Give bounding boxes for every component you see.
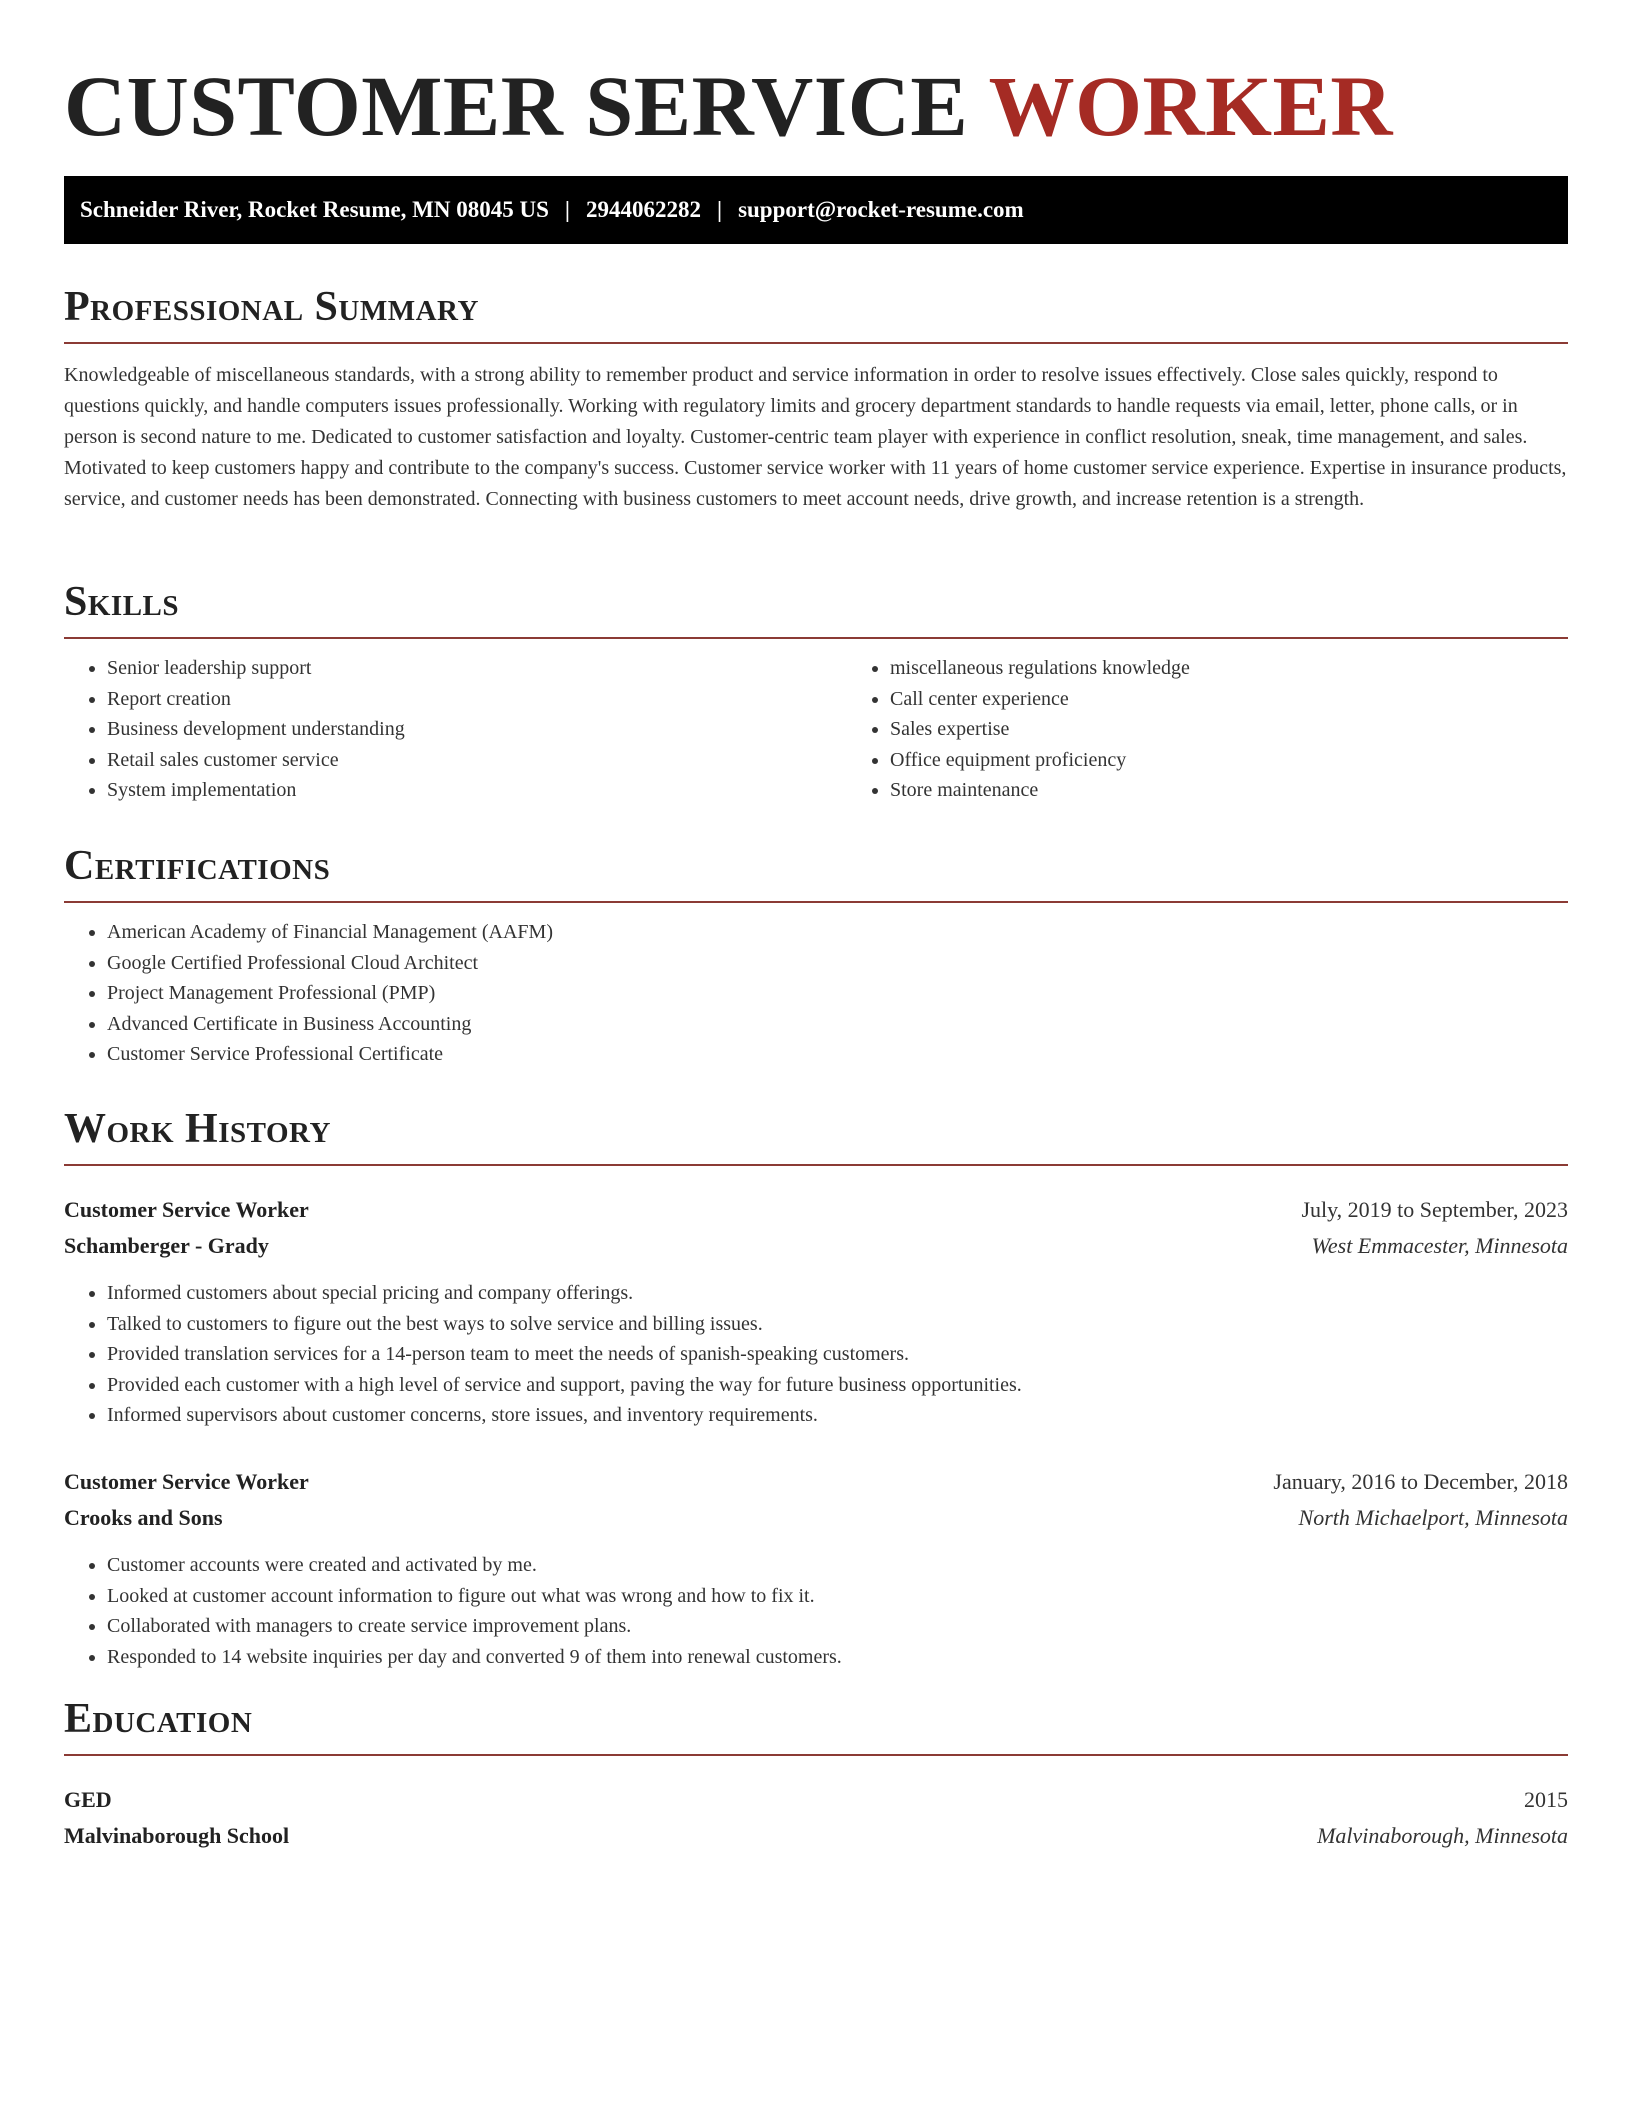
certification-item: • Customer Service Professional Certificate	[107, 1039, 1568, 1070]
education-heading: Education	[64, 1696, 253, 1742]
certifications-section	[64, 841, 1568, 1070]
job-subheader	[64, 1500, 1568, 1536]
summary-heading: Professional Summary	[64, 284, 479, 330]
section-divider	[64, 901, 1568, 903]
skill-item: • Store maintenance	[890, 775, 1630, 806]
skill-item: • Retail sales customer service	[107, 745, 847, 776]
title-accent: WORKER	[988, 58, 1394, 154]
skill-item: • Call center experience	[890, 684, 1630, 715]
education-section	[64, 1694, 1568, 1756]
certification-item: • Project Management Professional (PMP)	[107, 978, 1568, 1009]
work-history-section	[64, 1104, 1568, 1166]
contact-phone[interactable]: 2944062282	[585, 197, 701, 222]
job-title: Customer Service Worker	[64, 1469, 309, 1494]
education-school: Malvinaborough School	[64, 1823, 290, 1848]
section-divider	[64, 342, 1568, 344]
job-subheader	[64, 1228, 1568, 1264]
job-entry	[64, 1464, 1568, 1672]
job-duty: • Provided translation services for a 14-person team to meet the needs of spanish-speaking customers.	[107, 1339, 1568, 1370]
section-divider	[64, 1754, 1568, 1756]
certification-item: • Advanced Certificate in Business Accounting	[107, 1009, 1568, 1040]
title-main: CUSTOMER SERVICE	[64, 58, 969, 154]
contact-address: Schneider River, Rocket Resume, MN 08045 US	[80, 197, 549, 222]
education-subheader	[64, 1818, 1568, 1854]
job-location: West Emmacester, Minnesota	[1311, 1233, 1568, 1258]
skills-heading: Skills	[64, 579, 180, 625]
job-duty: • Customer accounts were created and activated by me.	[107, 1550, 1568, 1581]
contact-separator: |	[564, 197, 570, 222]
work-history-heading: Work History	[64, 1106, 331, 1152]
skill-item: • Report creation	[107, 684, 847, 715]
resume-title	[64, 0, 1568, 156]
skill-item: • miscellaneous regulations knowledge	[890, 653, 1630, 684]
skill-item: • Business development understanding	[107, 714, 847, 745]
skills-list-right	[847, 653, 1630, 806]
certification-item: • American Academy of Financial Management (AAFM)	[107, 917, 1568, 948]
certification-item: • Google Certified Professional Cloud Architect	[107, 948, 1568, 979]
job-entry	[64, 1192, 1568, 1431]
job-duty: • Responded to 14 website inquiries per day and converted 9 of them into renewal customers.	[107, 1642, 1568, 1673]
certifications-heading: Certifications	[64, 843, 331, 889]
resume-page	[64, 0, 1568, 1848]
job-duty: • Looked at customer account information to figure out what was wrong and how to fix it.	[107, 1581, 1568, 1612]
job-duties	[64, 1550, 1568, 1672]
skill-item: • Sales expertise	[890, 714, 1630, 745]
job-duty: • Informed supervisors about customer concerns, store issues, and inventory requirements.	[107, 1400, 1568, 1431]
summary-section	[64, 282, 1568, 515]
education-degree: GED	[64, 1787, 112, 1812]
job-location: North Michaelport, Minnesota	[1298, 1505, 1568, 1530]
skill-item: • System implementation	[107, 775, 847, 806]
education-entry	[64, 1782, 1568, 1854]
job-company: Crooks and Sons	[64, 1505, 223, 1530]
job-dates: July, 2019 to September, 2023	[1301, 1197, 1568, 1222]
section-divider	[64, 1164, 1568, 1166]
job-duty: • Collaborated with managers to create service improvement plans.	[107, 1611, 1568, 1642]
certifications-list	[64, 917, 1568, 1070]
skill-item: • Office equipment proficiency	[890, 745, 1630, 776]
job-header	[64, 1192, 1568, 1228]
job-header	[64, 1464, 1568, 1500]
job-title: Customer Service Worker	[64, 1197, 309, 1222]
job-duty: • Talked to customers to figure out the best ways to solve service and billing issues.	[107, 1309, 1568, 1340]
education-location: Malvinaborough, Minnesota	[1317, 1823, 1568, 1848]
skills-list-left	[64, 653, 847, 806]
skills-columns	[64, 639, 1568, 806]
job-duties	[64, 1278, 1568, 1431]
job-duty: • Provided each customer with a high level of service and support, paving the way for future business opportunities.	[107, 1370, 1568, 1401]
contact-bar	[64, 176, 1568, 244]
summary-text: Knowledgeable of miscellaneous standards, with a strong ability to remember product and service information in order to resolve issues effectively. Close sales quickly, respond to questions quickly, and handle computers issues professionally. Working with regulatory limits and grocery department standards to handle requests via email, letter, phone calls, or in person is second nature to me. Dedicated to customer satisfaction and loyalty. Customer-centric team player with experience in conflict resolution, sneak, time management, and sales. Motivated to keep customers happy and contribute to the company's success. Customer service worker with 11 years of home customer service experience. Expertise in insurance products, service, and customer needs has been demonstrated. Connecting with business customers to meet account needs, drive growth, and increase retention is a strength.	[64, 364, 1567, 510]
education-year: 2015	[1524, 1787, 1568, 1812]
skills-section	[64, 577, 1568, 806]
education-header	[64, 1782, 1568, 1818]
skill-item: • Senior leadership support	[107, 653, 847, 684]
job-duty: • Informed customers about special pricing and company offerings.	[107, 1278, 1568, 1309]
contact-email[interactable]: support@rocket-resume.com	[738, 197, 1024, 222]
job-company: Schamberger - Grady	[64, 1233, 269, 1258]
job-dates: January, 2016 to December, 2018	[1273, 1469, 1568, 1494]
contact-separator: |	[716, 197, 723, 222]
